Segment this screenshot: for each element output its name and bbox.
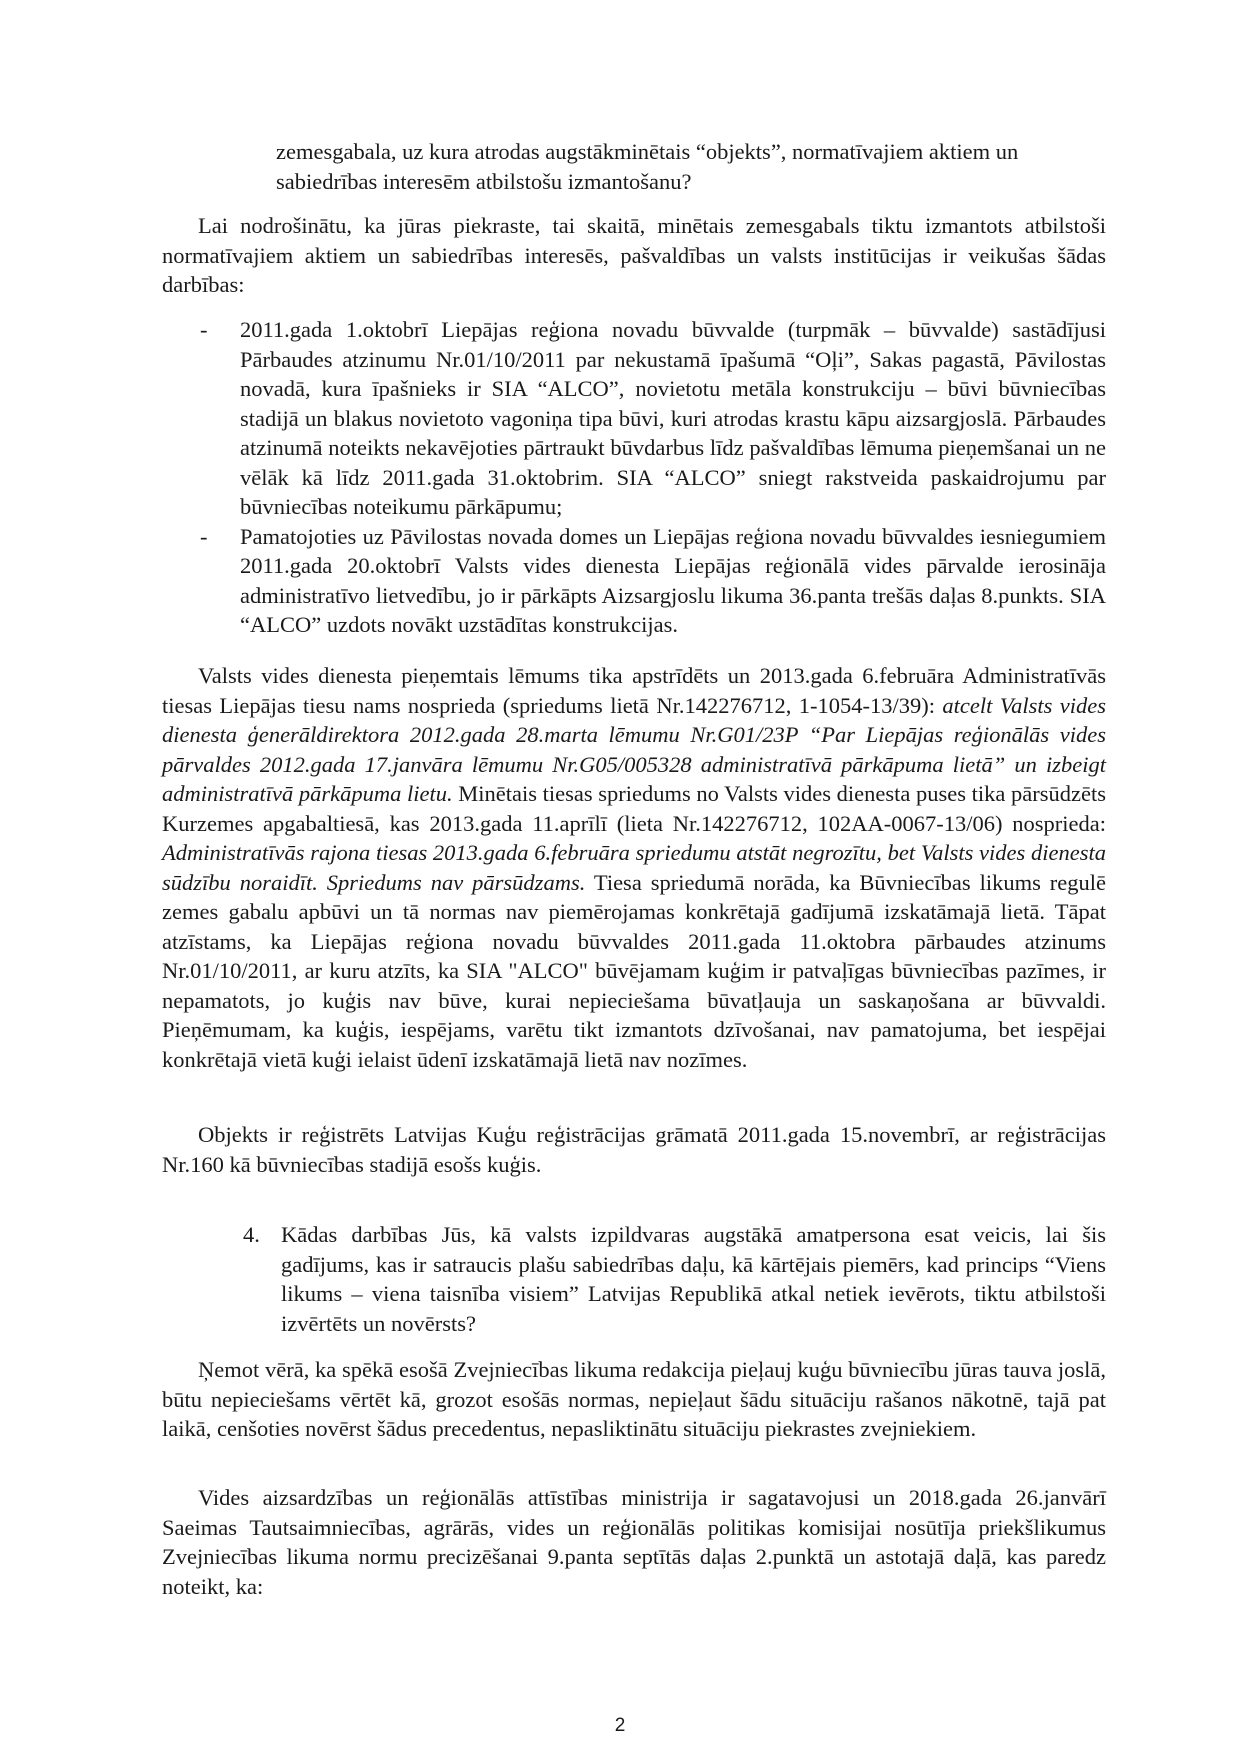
dash-marker: -	[200, 317, 208, 342]
court-ruling-quote-1: atcelt Valsts vides dienesta ģenerāldirektora 2012.gada 28.marta lēmumu Nr.G01/23P “Par Liepājas reģionālās vides pārvaldes 2012.gada 17.janvāra lēmumu Nr.G05/005328 administratīvā pārkāpuma lietā” un izbeigt administratīvā pārkāpuma lietu.	[162, 692, 1106, 806]
list-item-text: 2011.gada 1.oktobrī Liepājas reģiona novadu būvvalde (turpmāk – būvvalde) sastādījusi Pārbaudes atzinumu Nr.01/10/2011 par nekustamā īpašumā “Oļi”, Sakas pagastā, Pāvilostas novadā, kura īpašnieks ir SIA “ALCO”, novietotu metāla konstrukciju – būvi būvniecības stadijā un blakus novietoto vagoniņa tipa būvi, kuri atrodas krastu kāpu aizsargjoslā. Pārbaudes atzinumā noteikts nekavējoties pārtraukt būvdarbus līdz pašvaldības lēmuma pieņemšanai un ne vēlāk kā līdz 2011.gada 31.oktobrim. SIA “ALCO” sniegt rakstveida paskaidrojumu par būvniecības noteikumu pārkāpumu;	[240, 317, 1106, 519]
ministry-paragraph: Vides aizsardzības un reģionālās attīstības ministrija ir sagatavojusi un 2018.gada 26.janvārī Saeimas Tautsaimniecības, agrārās, vides un reģionālās politikas komisijai nosūtīja priekšlikumus Zvejniecības likuma normu precizēšanai 9.panta septītās daļas 2.punktā un astotajā daļā, kas paredz noteikt, ka:	[162, 1485, 1106, 1599]
dash-marker: -	[200, 523, 208, 549]
court-paragraph	[162, 661, 1106, 1074]
court-text-3: Tiesa spriedumā norāda, ka Būvniecības likums regulē zemes gabalu apbūvi un tā normas nav piemērojamas konkrētajā gadījumā izskatāmajā lietā. Tāpat atzīstams, ka Liepājas reģiona novadu būvvaldes 2011.gada 11.oktobra pārbaudes atzinums Nr.01/10/2011, ar kuru atzīts, ka SIA "ALCO" būvējamam kuģim ir patvaļīgas būvniecības pazīmes, ir nepamatots, jo kuģis nav būve, kurai nepieciešama būvatļauja un saskaņošana ar būvvaldi. Pieņēmumam, ka kuģis, iespējams, varētu tikt izmantots dzīvošanai, nav pamatojuma, bet iespējai konkrētajā vietā kuģi ielaist ūdenī izskatāmajā lietā nav nozīmes.	[162, 869, 1106, 1072]
court-text-1: Valsts vides dienesta pieņemtais lēmums tika apstrīdēts un 2013.gada 6.februāra Administratīvās tiesas Liepājas tiesu nams nosprieda (spriedums lietā Nr.142276712, 1-1054-13/39):	[162, 663, 1106, 718]
continuation-paragraph: zemesgabala, uz kura atrodas augstākminētais “objekts”, normatīvajiem aktiem un sabiedrības interesēm atbilstošu izmantošanu?	[276, 139, 1019, 194]
question-text: Kādas darbības Jūs, kā valsts izpildvaras augstākā amatpersona esat veicis, lai šis gadījums, kas ir satraucis plašu sabiedrības daļu, kā kārtējais piemērs, kad princips “Viens likums – viena taisnība visiem” Latvijas Republikā atkal netiek ievērots, tiktu atbilstoši izvērtēts un novērsts?	[281, 1222, 1106, 1336]
list-item	[162, 315, 1106, 522]
question-4	[243, 1220, 1106, 1338]
list-item	[162, 522, 1106, 640]
court-text-2: Minētais tiesas spriedums no Valsts vides dienesta puses tika pārsūdzēts Kurzemes apgabaltiesā, kas 2013.gada 11.aprīlī (lieta Nr.142276712, 102AA-0067-13/06) nosprieda:	[162, 781, 1106, 836]
answer-paragraph: Ņemot vērā, ka spēkā esošā Zvejniecības likuma redakcija pieļauj kuģu būvniecību jūras tauva joslā, būtu nepieciešams vērtēt kā, grozot esošās normas, nepieļaut šādu situāciju rašanos nākotnē, tajā pat laikā, cenšoties novērst šādus precedentus, nepasliktinātu situāciju piekrastes zvejniekiem.	[162, 1357, 1106, 1441]
page-number: 2	[614, 1715, 626, 1736]
question-number: 4.	[243, 1222, 260, 1247]
court-ruling-quote-2: Administratīvās rajona tiesas 2013.gada 6.februāra spriedumu atstāt negrozītu, bet Valsts vides dienesta sūdzību noraidīt. Spriedums nav pārsūdzams.	[162, 840, 1106, 895]
registry-paragraph: Objekts ir reģistrēts Latvijas Kuģu reģistrācijas grāmatā 2011.gada 15.novembrī, ar reģistrācijas Nr.160 kā būvniecības stadijā esošs kuģis.	[162, 1122, 1106, 1177]
intro-paragraph: Lai nodrošinātu, ka jūras piekraste, tai skaitā, minētais zemesgabals tiktu izmantots atbilstoši normatīvajiem aktiem un sabiedrības interesēs, pašvaldības un valsts institūcijas ir veikušas šādas darbības:	[162, 213, 1106, 297]
list-item-text: Pamatojoties uz Pāvilostas novada domes un Liepājas reģiona novadu būvvaldes iesniegumiem 2011.gada 20.oktobrī Valsts vides dienesta Liepājas reģionālā vides pārvalde ierosināja administratīvo lietvedību, jo ir pārkāpts Aizsargjoslu likuma 36.panta trešās daļas 8.punkts. SIA “ALCO” uzdots novākt uzstādītas konstrukcijas.	[240, 523, 1106, 637]
actions-list	[162, 315, 1106, 640]
